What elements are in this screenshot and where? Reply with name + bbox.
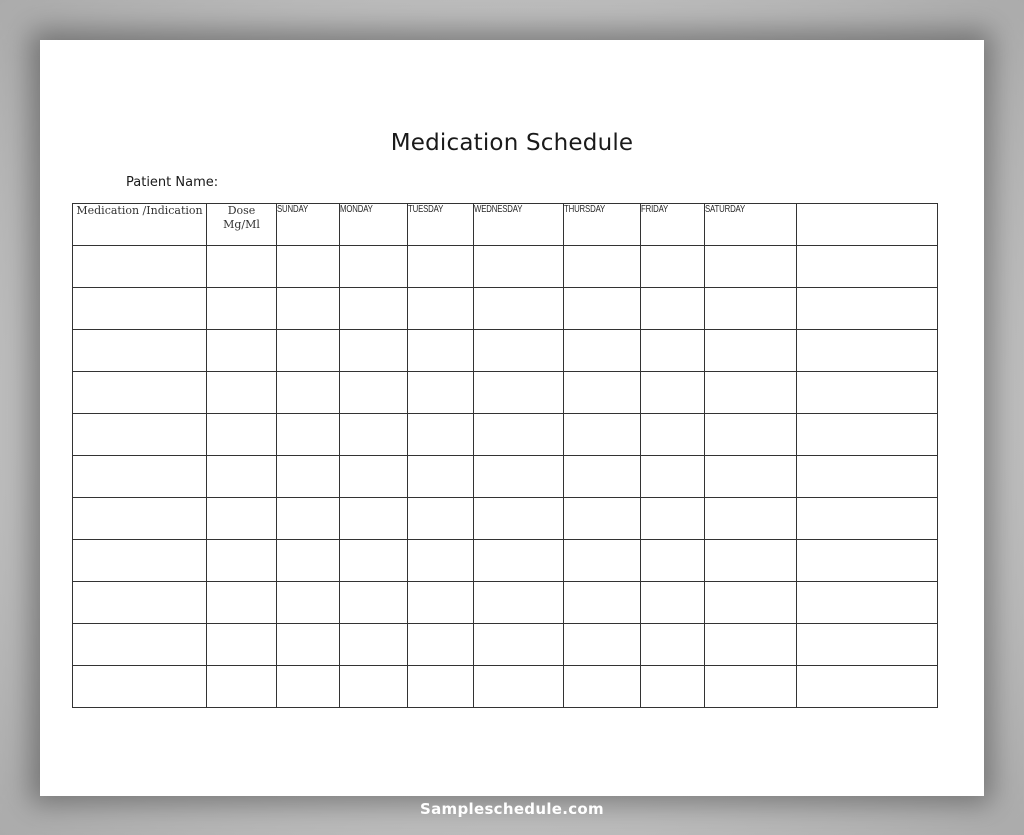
cell-extra (797, 540, 938, 582)
cell-friday (641, 456, 705, 498)
table-row (73, 666, 938, 708)
header-medication: Medication /Indication (73, 204, 207, 246)
cell-monday (340, 582, 408, 624)
cell-friday (641, 288, 705, 330)
cell-tuesday (408, 456, 474, 498)
table-row (73, 456, 938, 498)
cell-dose (207, 414, 277, 456)
cell-wednesday (474, 624, 564, 666)
cell-friday (641, 372, 705, 414)
cell-extra (797, 582, 938, 624)
cell-sunday (277, 498, 340, 540)
cell-tuesday (408, 330, 474, 372)
cell-tuesday (408, 372, 474, 414)
cell-saturday (705, 582, 797, 624)
cell-medication (73, 456, 207, 498)
header-sunday-label: SUNDAY (277, 204, 308, 215)
cell-medication (73, 666, 207, 708)
cell-wednesday (474, 582, 564, 624)
cell-sunday (277, 456, 340, 498)
cell-sunday (277, 666, 340, 708)
cell-dose (207, 624, 277, 666)
cell-medication (73, 372, 207, 414)
cell-thursday (564, 540, 641, 582)
document-page (40, 40, 984, 796)
header-monday-label: MONDAY (340, 204, 373, 215)
cell-saturday (705, 624, 797, 666)
cell-thursday (564, 498, 641, 540)
cell-saturday (705, 498, 797, 540)
cell-medication (73, 582, 207, 624)
table-row (73, 330, 938, 372)
cell-tuesday (408, 288, 474, 330)
cell-dose (207, 330, 277, 372)
cell-tuesday (408, 498, 474, 540)
cell-medication (73, 540, 207, 582)
cell-medication (73, 624, 207, 666)
table-row (73, 498, 938, 540)
cell-sunday (277, 414, 340, 456)
cell-thursday (564, 414, 641, 456)
cell-monday (340, 246, 408, 288)
cell-tuesday (408, 246, 474, 288)
cell-wednesday (474, 666, 564, 708)
table-row (73, 372, 938, 414)
header-sunday (277, 204, 340, 246)
cell-monday (340, 414, 408, 456)
cell-monday (340, 330, 408, 372)
table-row (73, 414, 938, 456)
cell-extra (797, 288, 938, 330)
cell-sunday (277, 624, 340, 666)
cell-extra (797, 498, 938, 540)
cell-sunday (277, 582, 340, 624)
table-row (73, 288, 938, 330)
cell-extra (797, 666, 938, 708)
cell-monday (340, 498, 408, 540)
cell-dose (207, 666, 277, 708)
cell-tuesday (408, 414, 474, 456)
cell-tuesday (408, 582, 474, 624)
header-friday-label: FRIDAY (641, 204, 669, 215)
header-monday (340, 204, 408, 246)
header-extra (797, 204, 938, 246)
cell-thursday (564, 666, 641, 708)
cell-wednesday (474, 372, 564, 414)
cell-monday (340, 666, 408, 708)
cell-saturday (705, 288, 797, 330)
cell-saturday (705, 246, 797, 288)
cell-thursday (564, 624, 641, 666)
cell-monday (340, 624, 408, 666)
cell-dose (207, 288, 277, 330)
header-thursday (564, 204, 641, 246)
cell-sunday (277, 540, 340, 582)
cell-wednesday (474, 498, 564, 540)
header-wednesday (474, 204, 564, 246)
cell-wednesday (474, 330, 564, 372)
cell-sunday (277, 246, 340, 288)
cell-friday (641, 624, 705, 666)
header-wednesday-label: WEDNESDAY (474, 204, 523, 215)
header-friday (641, 204, 705, 246)
patient-name-label: Patient Name: (126, 175, 219, 190)
cell-friday (641, 246, 705, 288)
header-row (73, 204, 938, 246)
table-row (73, 624, 938, 666)
watermark: Sampleschedule.com (420, 800, 604, 818)
cell-extra (797, 246, 938, 288)
cell-thursday (564, 372, 641, 414)
cell-extra (797, 372, 938, 414)
header-thursday-label: THURSDAY (564, 204, 606, 215)
table-row (73, 540, 938, 582)
page-title: Medication Schedule (390, 130, 634, 156)
cell-medication (73, 414, 207, 456)
table-row (73, 246, 938, 288)
cell-thursday (564, 330, 641, 372)
cell-saturday (705, 456, 797, 498)
cell-thursday (564, 246, 641, 288)
cell-sunday (277, 288, 340, 330)
cell-wednesday (474, 246, 564, 288)
cell-medication (73, 246, 207, 288)
cell-medication (73, 330, 207, 372)
cell-saturday (705, 414, 797, 456)
header-tuesday (408, 204, 474, 246)
cell-monday (340, 372, 408, 414)
header-saturday-label: SATURDAY (705, 204, 746, 215)
cell-medication (73, 498, 207, 540)
cell-dose (207, 456, 277, 498)
cell-tuesday (408, 540, 474, 582)
cell-extra (797, 456, 938, 498)
cell-thursday (564, 456, 641, 498)
cell-tuesday (408, 666, 474, 708)
cell-saturday (705, 330, 797, 372)
header-tuesday-label: TUESDAY (408, 204, 444, 215)
cell-friday (641, 498, 705, 540)
cell-dose (207, 582, 277, 624)
cell-friday (641, 330, 705, 372)
cell-saturday (705, 666, 797, 708)
cell-sunday (277, 372, 340, 414)
cell-monday (340, 540, 408, 582)
cell-monday (340, 288, 408, 330)
cell-friday (641, 414, 705, 456)
schedule-body (73, 246, 938, 708)
cell-friday (641, 582, 705, 624)
cell-thursday (564, 582, 641, 624)
cell-dose (207, 540, 277, 582)
cell-extra (797, 330, 938, 372)
cell-dose (207, 372, 277, 414)
cell-sunday (277, 330, 340, 372)
cell-medication (73, 288, 207, 330)
cell-tuesday (408, 624, 474, 666)
cell-extra (797, 624, 938, 666)
cell-dose (207, 498, 277, 540)
cell-dose (207, 246, 277, 288)
table-row (73, 582, 938, 624)
header-dose (207, 204, 277, 246)
cell-wednesday (474, 456, 564, 498)
cell-wednesday (474, 540, 564, 582)
cell-saturday (705, 540, 797, 582)
cell-thursday (564, 288, 641, 330)
cell-friday (641, 540, 705, 582)
medication-schedule-table (72, 203, 938, 708)
header-saturday (705, 204, 797, 246)
cell-extra (797, 414, 938, 456)
cell-saturday (705, 372, 797, 414)
header-dose-line2: Mg/Ml (223, 218, 260, 231)
cell-monday (340, 456, 408, 498)
cell-wednesday (474, 414, 564, 456)
cell-wednesday (474, 288, 564, 330)
header-dose-line1: Dose (227, 204, 256, 217)
cell-friday (641, 666, 705, 708)
